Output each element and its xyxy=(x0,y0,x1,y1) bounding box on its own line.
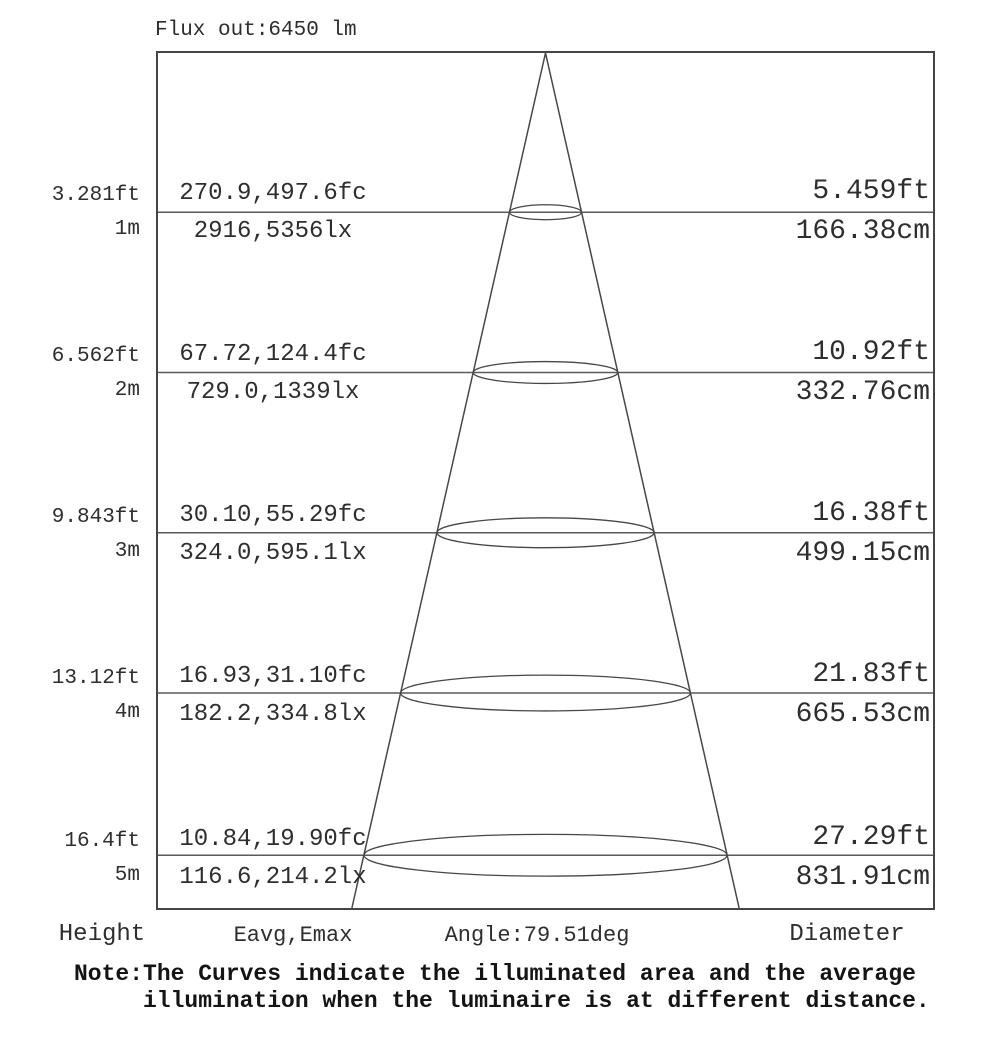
note-line-1: Note:The Curves indicate the illuminated area and the average xyxy=(74,961,916,987)
diameter-ft-value: 5.459ft xyxy=(812,176,930,207)
diameter-ft-value: 10.92ft xyxy=(812,337,930,368)
diameter-cm-value: 665.53cm xyxy=(795,699,930,730)
height-column-label: Height xyxy=(58,921,146,948)
flux-output-title: Flux out:6450 lm xyxy=(155,19,357,42)
height-m-value: 3m xyxy=(114,540,140,563)
height-m-value: 2m xyxy=(114,379,140,402)
diameter-ft-value: 16.38ft xyxy=(812,498,930,529)
note-line-2: illumination when the luminaire is at different distance. xyxy=(143,988,930,1014)
height-m-value: 1m xyxy=(114,218,140,241)
diameter-column-label: Diameter xyxy=(789,921,905,948)
diameter-ft-value: 21.83ft xyxy=(812,659,930,690)
height-m-value: 4m xyxy=(114,701,140,724)
height-m-value: 5m xyxy=(114,864,140,887)
illuminance-lx-value: 182.2,334.8lx xyxy=(179,701,367,728)
illuminance-fc-value: 67.72,124.4fc xyxy=(179,341,367,368)
height-ft-value: 6.562ft xyxy=(51,345,140,368)
eavg-emax-column-label: Eavg,Emax xyxy=(233,923,353,948)
illuminance-fc-value: 270.9,497.6fc xyxy=(179,180,367,207)
illuminance-lx-value: 729.0,1339lx xyxy=(186,379,360,406)
beam-angle-label: Angle:79.51deg xyxy=(444,923,630,948)
height-ft-value: 16.4ft xyxy=(64,830,140,853)
diameter-cm-value: 499.15cm xyxy=(795,538,930,569)
diameter-cm-value: 831.91cm xyxy=(795,862,930,893)
illuminance-lx-value: 2916,5356lx xyxy=(193,218,353,245)
height-ft-value: 9.843ft xyxy=(51,506,140,529)
diameter-cm-value: 332.76cm xyxy=(795,377,930,408)
diameter-cm-value: 166.38cm xyxy=(795,216,930,247)
note-text xyxy=(74,961,930,1015)
diameter-ft-value: 27.29ft xyxy=(812,822,930,853)
height-ft-value: 3.281ft xyxy=(51,184,140,207)
illuminance-lx-value: 324.0,595.1lx xyxy=(179,540,367,567)
height-ft-value: 13.12ft xyxy=(51,667,140,690)
illuminance-fc-value: 30.10,55.29fc xyxy=(179,502,367,529)
illuminance-lx-value: 116.6,214.2lx xyxy=(179,864,367,891)
illuminance-fc-value: 16.93,31.10fc xyxy=(179,663,367,690)
illuminance-fc-value: 10.84,19.90fc xyxy=(179,826,367,853)
